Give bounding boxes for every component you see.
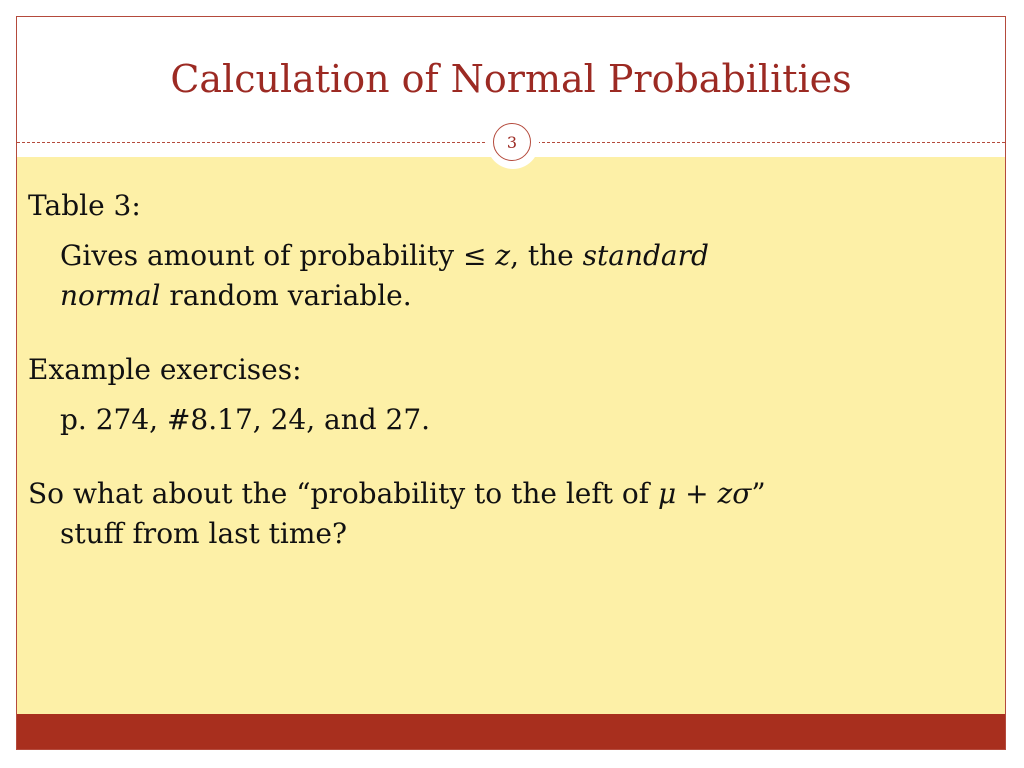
symbol-mu: μ [658, 477, 677, 510]
table-3-description-line-2 [28, 276, 888, 316]
variable-z: z [495, 239, 511, 272]
table-3-description-line-1 [28, 236, 888, 276]
slide-body [28, 186, 888, 554]
text-fragment: So what about the “probability to the left of [28, 477, 658, 510]
slide-title: Calculation of Normal Probabilities [170, 57, 852, 101]
symbol-z-sigma: zσ [717, 477, 752, 510]
text-fragment: , the [510, 239, 583, 272]
question-line-1 [28, 474, 888, 514]
spacer [28, 316, 888, 350]
spacer [28, 440, 888, 474]
slide-number: 3 [493, 123, 531, 161]
text-fragment: random variable. [160, 279, 412, 312]
text-fragment: ” [751, 477, 766, 510]
question-line-2: stuff from last time? [60, 517, 348, 550]
footer-bar [17, 714, 1005, 749]
emphasis-normal: normal [60, 279, 161, 312]
emphasis-standard: standard [582, 239, 709, 272]
text-fragment: + [676, 477, 718, 510]
example-exercises-list: p. 274, #8.17, 24, and 27. [60, 403, 431, 436]
slide-number-badge [487, 117, 539, 169]
example-exercises-heading: Example exercises: [28, 353, 302, 386]
table-3-heading: Table 3: [28, 189, 141, 222]
text-fragment: Gives amount of probability ≤ [60, 239, 496, 272]
